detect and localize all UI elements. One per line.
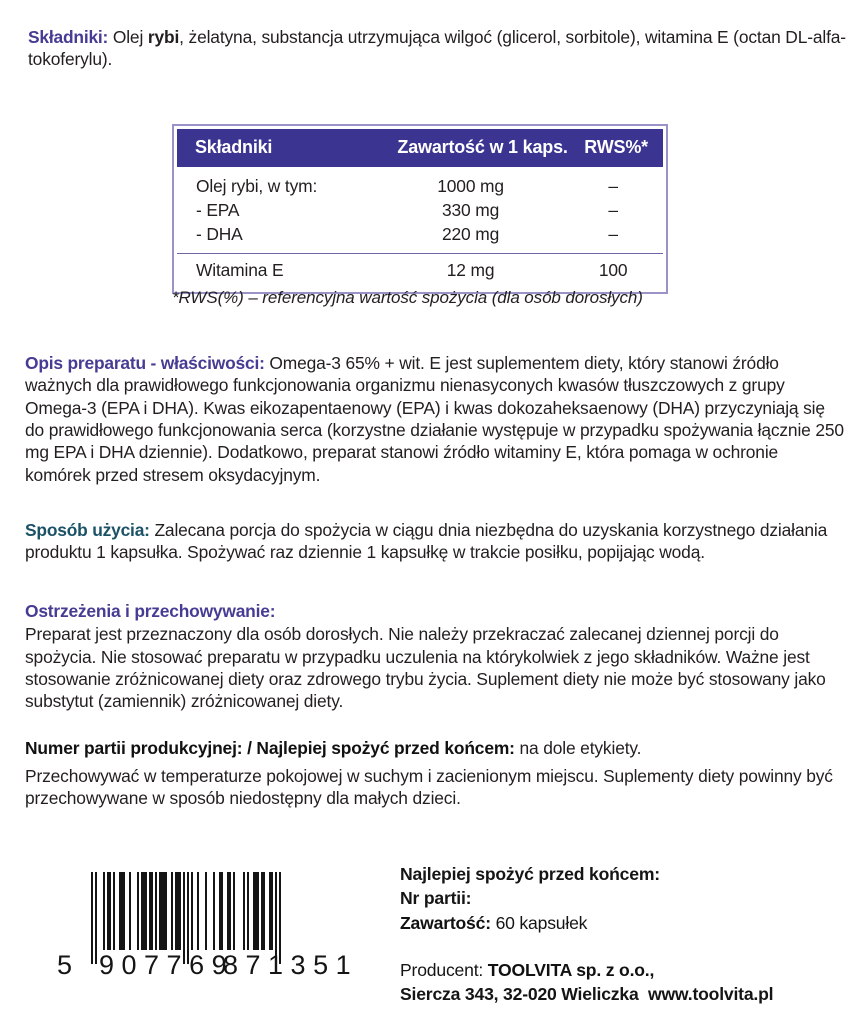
column-header-amount: Zawartość w 1 kaps.: [396, 129, 569, 167]
warnings-section: [25, 600, 847, 713]
ingredients-paragraph: [28, 26, 846, 71]
table-header-row: [177, 129, 663, 167]
producer-block: [400, 958, 866, 1007]
row-amount: 1000 mg: [437, 176, 504, 196]
content-value: 60 kapsułek: [490, 912, 588, 933]
content-label: Zawartość:: [400, 912, 491, 933]
column-header-nrv: RWS%*: [569, 129, 663, 167]
producer-label: Producent:: [400, 960, 484, 980]
description-paragraph: [25, 352, 847, 486]
barcode-digit-first: 5: [57, 950, 74, 980]
usage-heading: Sposób użycia:: [25, 520, 150, 540]
barcode-digits: [55, 950, 359, 980]
batch-heading: Numer partii produkcyjnej: / Najlepiej spożyć przed końcem:: [25, 738, 515, 758]
row-name: Witamina E: [177, 254, 396, 290]
best-before-label: Najlepiej spożyć przed końcem:: [400, 864, 660, 884]
table-row: [177, 223, 663, 254]
content-line: [400, 911, 860, 935]
row-amount: 220 mg: [442, 224, 500, 244]
nutrition-table: [177, 129, 663, 289]
warnings-heading: Ostrzeżenia i przechowywanie:: [25, 601, 276, 621]
producer-address-line: [400, 982, 866, 1006]
producer-company: TOOLVITA sp. z o.o.,: [483, 960, 655, 980]
barcode: [55, 872, 359, 990]
ingredients-text-before-bold: Olej: [108, 27, 148, 47]
barcode-digits-right: 871351: [223, 950, 359, 980]
table-row: [177, 199, 663, 223]
description-body: Omega-3 65% + wit. E jest suplementem diety, który stanowi źródło ważnych dla prawidłowego funkcjonowania organizmu nienasyconych kwasów tłuszczowych z grupy Omega-3 (EPA i DHA). Kwas eikozapentaenowy (EPA) i kwas dokozaheksaenowy (DHA) przyczyniają się do prawidłowego funkcjonowania serca (korzystne działanie występuje w przypadku spożywania łącznie 250 mg EPA i DHA dziennie). Dodatkowo, preparat stanowi źródło witaminy E, która pomaga w ochronie komórek przed stresem oksydacyjnym.: [25, 353, 844, 485]
row-name: - EPA: [196, 200, 240, 220]
nutrition-table-footnote: *RWS(%) – referencyjna wartość spożycia (dla osób dorosłych): [172, 288, 643, 307]
row-amount: 12 mg: [396, 254, 569, 290]
row-nrv: –: [608, 200, 618, 220]
producer-address: Siercza 343, 32-020 Wieliczka: [400, 984, 639, 1005]
batch-number-label: Nr partii:: [400, 888, 472, 909]
row-name: - DHA: [196, 224, 243, 244]
warnings-body: Preparat jest przeznaczony dla osób dorosłych. Nie należy przekraczać zalecanej dziennej porcji do spożycia. Nie stosować preparatu w przypadku uczulenia na którykolwiek z jego składników. Ważne jest stosowanie zróżnicowanej diety oraz zdrowego trybu życia. Suplement diety nie może być stosowany jako substytut (zamiennik) zróżnicowanej diety.: [25, 624, 826, 712]
producer-line: [400, 958, 866, 982]
usage-paragraph: [25, 519, 847, 564]
barcode-digits-left: 907769: [99, 950, 235, 980]
row-name: Olej rybi, w tym:: [196, 176, 318, 196]
description-heading: Opis preparatu - właściwości:: [25, 353, 265, 373]
ingredients-text-after-bold: , żelatyna, substancja utrzymująca wilgoć (glicerol, sorbitole), witamina E (octan DL-alfa-tokoferylu).: [28, 27, 846, 70]
row-nrv: 100: [569, 254, 663, 290]
table-row: [177, 167, 663, 199]
nutrition-table-container: [172, 124, 668, 294]
bottom-info-block: [400, 862, 860, 935]
row-nrv: –: [608, 224, 618, 244]
nutrition-table-body: [177, 167, 663, 289]
storage-paragraph: Przechowywać w temperaturze pokojowej w suchym i zacienionym miejscu. Suplementy diety powinny być przechowywane w sposób niedostępny dla małych dzieci.: [25, 766, 833, 809]
ingredients-bold-word: rybi: [147, 27, 180, 47]
row-amount: 330 mg: [442, 200, 500, 220]
usage-body: Zalecana porcja do spożycia w ciągu dnia niezbędna do uzyskania korzystnego działania produktu 1 kapsułka. Spożywać raz dziennie 1 kapsułkę w trakcie posiłku, popijając wodą.: [25, 520, 828, 563]
batch-value: na dole etykiety.: [514, 738, 642, 758]
producer-website: www.toolvita.pl: [647, 984, 774, 1005]
batch-line: [25, 737, 847, 759]
nutrition-table-header: [177, 129, 663, 167]
column-header-ingredients: Składniki: [177, 129, 396, 167]
table-row: [177, 254, 663, 290]
ingredients-heading: Składniki:: [28, 27, 109, 47]
row-nrv: –: [608, 176, 618, 196]
